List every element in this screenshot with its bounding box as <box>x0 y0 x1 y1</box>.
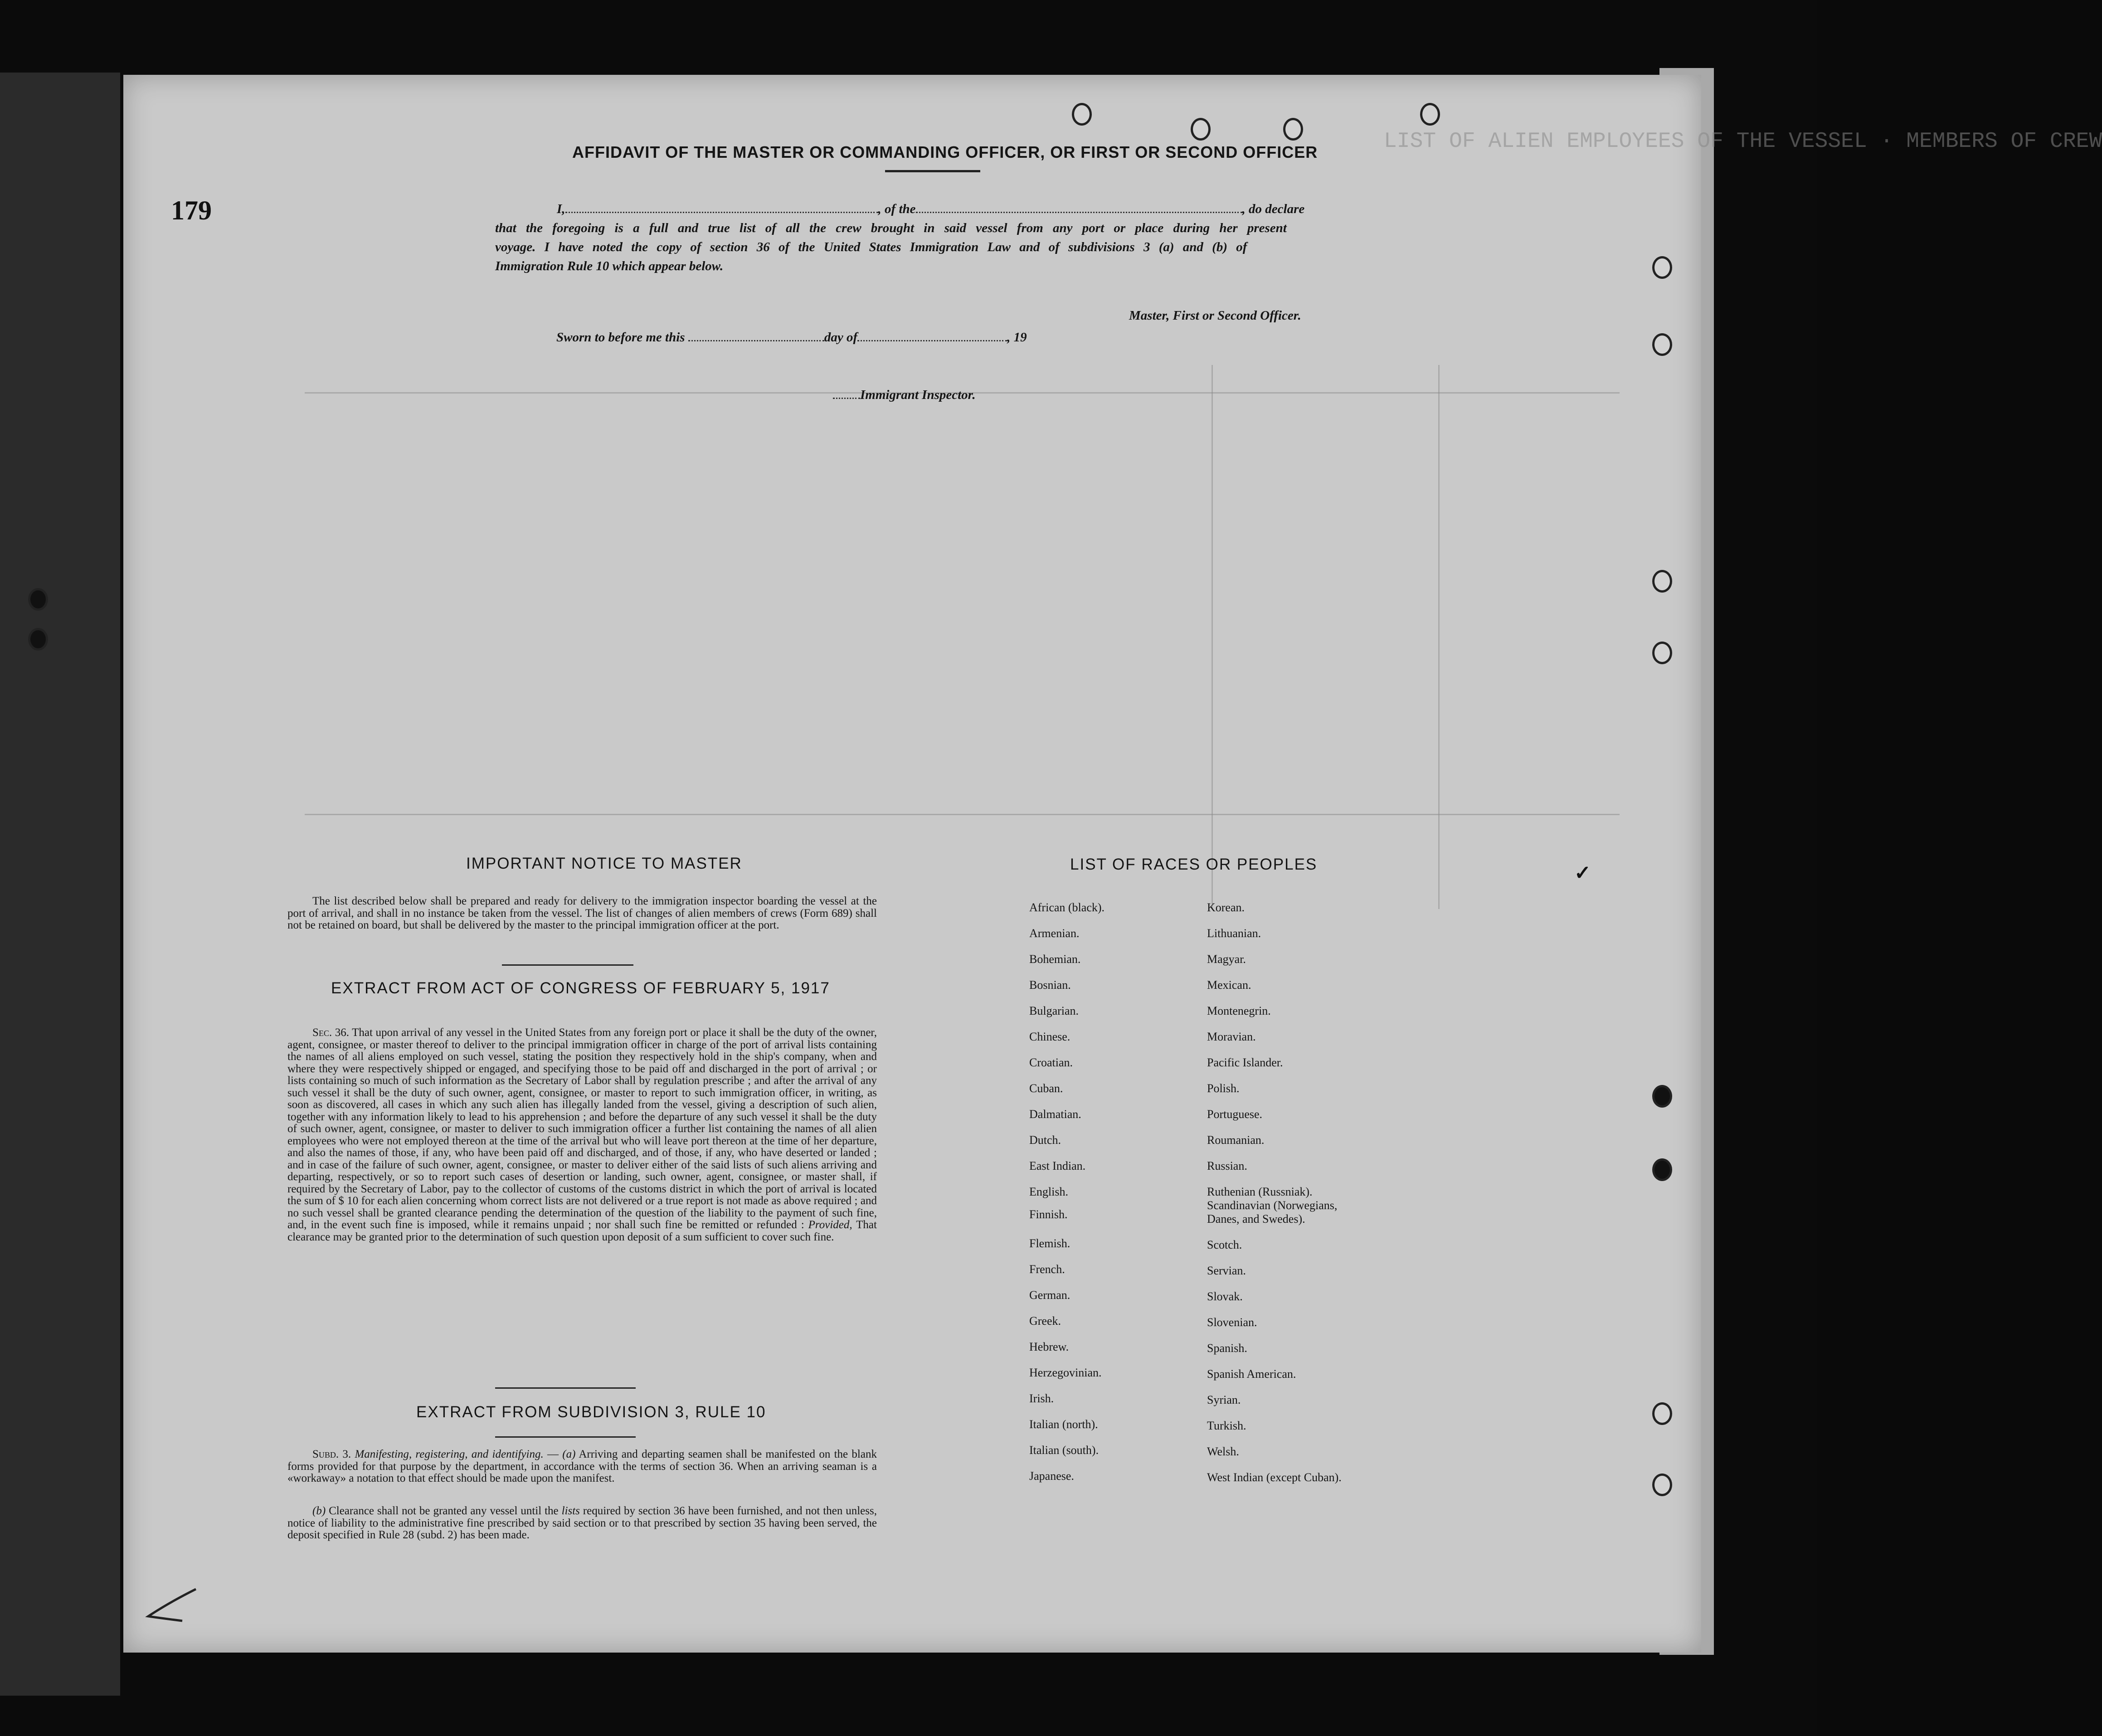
race-item: African (black). <box>1029 901 1105 914</box>
race-item: Flemish. <box>1029 1237 1070 1250</box>
race-item: Dalmatian. <box>1029 1108 1081 1121</box>
affidavit-line-4: Immigration Rule 10 which appear below. <box>495 259 724 273</box>
races-column-2 <box>1207 901 1342 1497</box>
race-item: Syrian. <box>1207 1393 1241 1406</box>
race-item: English. <box>1029 1185 1068 1198</box>
race-item: Lithuanian. <box>1207 927 1261 940</box>
act-text <box>287 1027 877 1243</box>
punch-hole <box>1652 256 1672 279</box>
race-item: Italian (south). <box>1029 1444 1099 1457</box>
punch-hole <box>1072 103 1092 126</box>
act-title: EXTRACT FROM ACT OF CONGRESS OF FEBRUARY 5, 1917 <box>331 979 830 997</box>
race-item: East Indian. <box>1029 1159 1086 1172</box>
races-title: LIST OF RACES OR PEOPLES <box>1070 856 1318 873</box>
vessel-blank[interactable] <box>916 212 1242 213</box>
bleedthrough-rule <box>305 814 1620 815</box>
race-item: Slovenian. <box>1207 1316 1257 1329</box>
notice-title: IMPORTANT NOTICE TO MASTER <box>466 855 742 872</box>
rule10-a-label: (a) <box>562 1448 576 1460</box>
race-item: Russian. <box>1207 1159 1247 1172</box>
race-item: Welsh. <box>1207 1445 1239 1458</box>
punch-hole <box>1652 1158 1672 1181</box>
sworn-day-blank[interactable] <box>688 340 824 341</box>
race-item: Armenian. <box>1029 927 1080 940</box>
punch-hole <box>1420 103 1440 126</box>
title-underline <box>885 170 980 172</box>
race-item: Greek. <box>1029 1314 1061 1328</box>
race-item: Bulgarian. <box>1029 1004 1079 1017</box>
handwritten-checkmark: ✓ <box>1574 862 1591 884</box>
rule10-b-text-1: Clearance shall not be granted any vessel until the <box>329 1505 559 1517</box>
race-item: Pacific Islander. <box>1207 1056 1283 1069</box>
race-item: Dutch. <box>1029 1133 1061 1147</box>
act-body-end: That clearance may be granted prior to the determination of such question upon deposit of a sum sufficient to cover such fine. <box>287 1219 877 1243</box>
rule10-b-text-2: required by section 36 have been furnished, and not then unless, notice of liability to the administrative fine prescribed by said section or to that prescribed by section 35 having been served, the deposit specified in Rule 28 (subd. 2) has been made. <box>287 1505 877 1541</box>
rule10-subd-label: Subd. 3. <box>312 1448 351 1460</box>
race-item: Italian (north). <box>1029 1418 1098 1431</box>
race-item: Spanish. <box>1207 1342 1247 1355</box>
race-item: Herzegovinian. <box>1029 1366 1102 1379</box>
act-provided: Provided, <box>808 1219 852 1231</box>
rule10-b <box>287 1505 877 1541</box>
name-blank[interactable] <box>565 212 878 213</box>
punch-hole <box>1652 1085 1672 1108</box>
race-item: Magyar. <box>1207 953 1246 966</box>
race-item: Bohemian. <box>1029 953 1081 966</box>
sworn-year: , 19 <box>1007 330 1027 345</box>
rule10-b-lists: lists <box>561 1505 580 1517</box>
race-item: Roumanian. <box>1207 1133 1265 1147</box>
act-body: That upon arrival of any vessel in the United States from any foreign port or place it shall be the duty of the owner, agent, consignee, or master thereof to deliver to the principal immigration officer in charge of the port of arrival lists containing the names of all aliens employed on such vessel, stating the position they respectively hold in the ship's company, when and where they were respectively shipped or engaged, and specifying those to be paid off and discharged in the port of arrival ; or lists containing so much of such information as the Secretary of Labor shall by regulation prescribe ; and after the arrival of any such vessel it shall be the duty of such owner, agent, consignee, or master to report to such immigration officer, in writing, as soon as discovered, all cases in which any such alien has illegally landed from the vessel, giving a description of such alien, together with any information likely to lead to his apprehension ; and before the departure of any such vessel it shall be the duty of such owner, agent, consignee, or master to deliver to such immigration officer a further list containing the names of all alien employees who were not employed thereon at the time of the arrival but who will leave port thereon at the time of her departure, and also the names of those, if any, who have been paid off and discharged, and of those, if any, who have deserted or landed ; and in case of the failure of such owner, agent, consignee, or master to deliver either of the said lists of such aliens arriving and departing, respectively, or so to report such cases of desertion or landing, such owner, agent, consignee, or master shall, if required by the Secretary of Labor, pay to the collector of customs of the customs district in which the port of arrival is located the sum of $ 10 for each alien concerning whom correct lists are not delivered or a true report is not made as above required ; and no such vessel shall be granted clearance pending the determination of the question of the liability to the payment of such fine, and, in the event such fine is imposed, while it remains unpaid ; nor shall such fine be remitted or refunded : <box>287 1026 877 1231</box>
act-divider <box>495 1387 636 1389</box>
race-item: Spanish American. <box>1207 1367 1296 1381</box>
affidavit-line-1 <box>557 202 1304 217</box>
race-item: Ruthenian (Russniak). <box>1207 1185 1313 1198</box>
rule10-a: Subd. 3. Manifesting, registering, and identifying. — (a) Arriving and departing seamen shall be manifested on the blank forms provided for that purpose by the department, in accordance with the terms of section 36. When an arriving seaman is a «workaway» a notation to that effect should be made upon the manifest. <box>287 1448 877 1484</box>
race-item: Portuguese. <box>1207 1108 1263 1121</box>
rule10-title: EXTRACT FROM SUBDIVISION 3, RULE 10 <box>416 1403 766 1421</box>
race-item: Scotch. <box>1207 1238 1242 1251</box>
punch-hole <box>1191 118 1211 141</box>
bleedthrough-heading: LIST OF ALIEN EMPLOYEES OF THE VESSEL · MEMBERS OF CREW <box>1384 129 2102 154</box>
notice-divider <box>502 964 633 966</box>
binder-strip <box>0 73 120 1696</box>
race-item: Cuban. <box>1029 1082 1063 1095</box>
punch-hole <box>1652 1473 1672 1496</box>
handwritten-page-number: 179 <box>171 195 212 225</box>
bleedthrough-rule <box>1212 365 1213 909</box>
punch-hole <box>1652 570 1672 593</box>
race-item: Moravian. <box>1207 1030 1256 1043</box>
race-item: Irish. <box>1029 1392 1054 1405</box>
rule10-heading: Manifesting, registering, and identifying. <box>355 1448 544 1460</box>
race-item: Scandinavian (Norwegians, <box>1207 1199 1338 1212</box>
binder-hole <box>28 588 48 611</box>
race-item: Servian. <box>1207 1264 1246 1277</box>
affidavit-i: I, <box>557 202 565 216</box>
race-item: Mexican. <box>1207 978 1251 992</box>
affidavit-title: AFFIDAVIT OF THE MASTER OR COMMANDING OFFICER, OR FIRST OR SECOND OFFICER <box>572 143 1318 161</box>
race-item: French. <box>1029 1263 1065 1276</box>
race-item: Chinese. <box>1029 1030 1070 1043</box>
act-section-label: Sec. 36. <box>312 1026 349 1039</box>
punch-hole <box>1652 1402 1672 1425</box>
binder-hole <box>28 628 48 651</box>
race-item: Hebrew. <box>1029 1340 1069 1353</box>
inspector-blank[interactable] <box>833 398 860 399</box>
race-item: Croatian. <box>1029 1056 1073 1069</box>
race-item: Polish. <box>1207 1082 1240 1095</box>
affidavit-do-declare: , do declare <box>1242 202 1305 216</box>
master-signature-label: Master, First or Second Officer. <box>1129 308 1301 323</box>
race-item: German. <box>1029 1289 1070 1302</box>
race-item: Japanese. <box>1029 1469 1074 1483</box>
races-column-1 <box>1029 901 1105 1495</box>
race-item: Danes, and Swedes). <box>1207 1212 1305 1225</box>
race-item: West Indian (except Cuban). <box>1207 1471 1342 1484</box>
punch-hole <box>1652 333 1672 356</box>
affidavit-line-2: that the foregoing is a full and true list of all the crew brought in said vessel from any port or place during her present <box>495 221 1287 235</box>
manifest-page <box>123 75 2102 1653</box>
bleedthrough-rule <box>1438 365 1440 909</box>
race-item: Turkish. <box>1207 1419 1246 1432</box>
sworn-text: Sworn to before me this <box>556 330 685 345</box>
pencil-mark <box>141 1585 200 1625</box>
notice-text: The list described below shall be prepared and ready for delivery to the immigration inspector boarding the vessel at the port of arrival, and shall in no instance be taken from the vessel. The list of changes of alien members of crews (Form 689) shall not be retained on board, but shall be delivered by the master to the principal immigration officer at the port. <box>287 895 877 931</box>
affidavit-line-3: voyage. I have noted the copy of section 36 of the United States Immigration Law and of subdivisions 3 (a) and (b) of <box>495 240 1247 254</box>
race-item: Bosnian. <box>1029 978 1071 992</box>
race-item: Slovak. <box>1207 1290 1243 1303</box>
race-item: Montenegrin. <box>1207 1004 1271 1017</box>
affidavit-of-the: , of the <box>878 202 916 216</box>
rule10-a-text: Arriving and departing seamen shall be manifested on the blank forms provided for that purpose by the department, in accordance with the terms of section 36. When an arriving seaman is a «workaway» a notation to that effect should be made upon the manifest. <box>287 1448 877 1484</box>
punch-hole <box>1283 118 1303 141</box>
inspector-line <box>833 388 976 403</box>
sworn-line <box>556 330 1027 345</box>
race-item: Finnish. <box>1029 1208 1068 1221</box>
sworn-month-blank[interactable] <box>857 340 1007 341</box>
rule10-divider <box>495 1436 636 1438</box>
inspector-label: Immigrant Inspector. <box>860 388 976 402</box>
sworn-day-of: day of <box>824 330 858 345</box>
punch-hole <box>1652 642 1672 664</box>
rule10-b-label: (b) <box>312 1505 326 1517</box>
race-item: Korean. <box>1207 901 1245 914</box>
